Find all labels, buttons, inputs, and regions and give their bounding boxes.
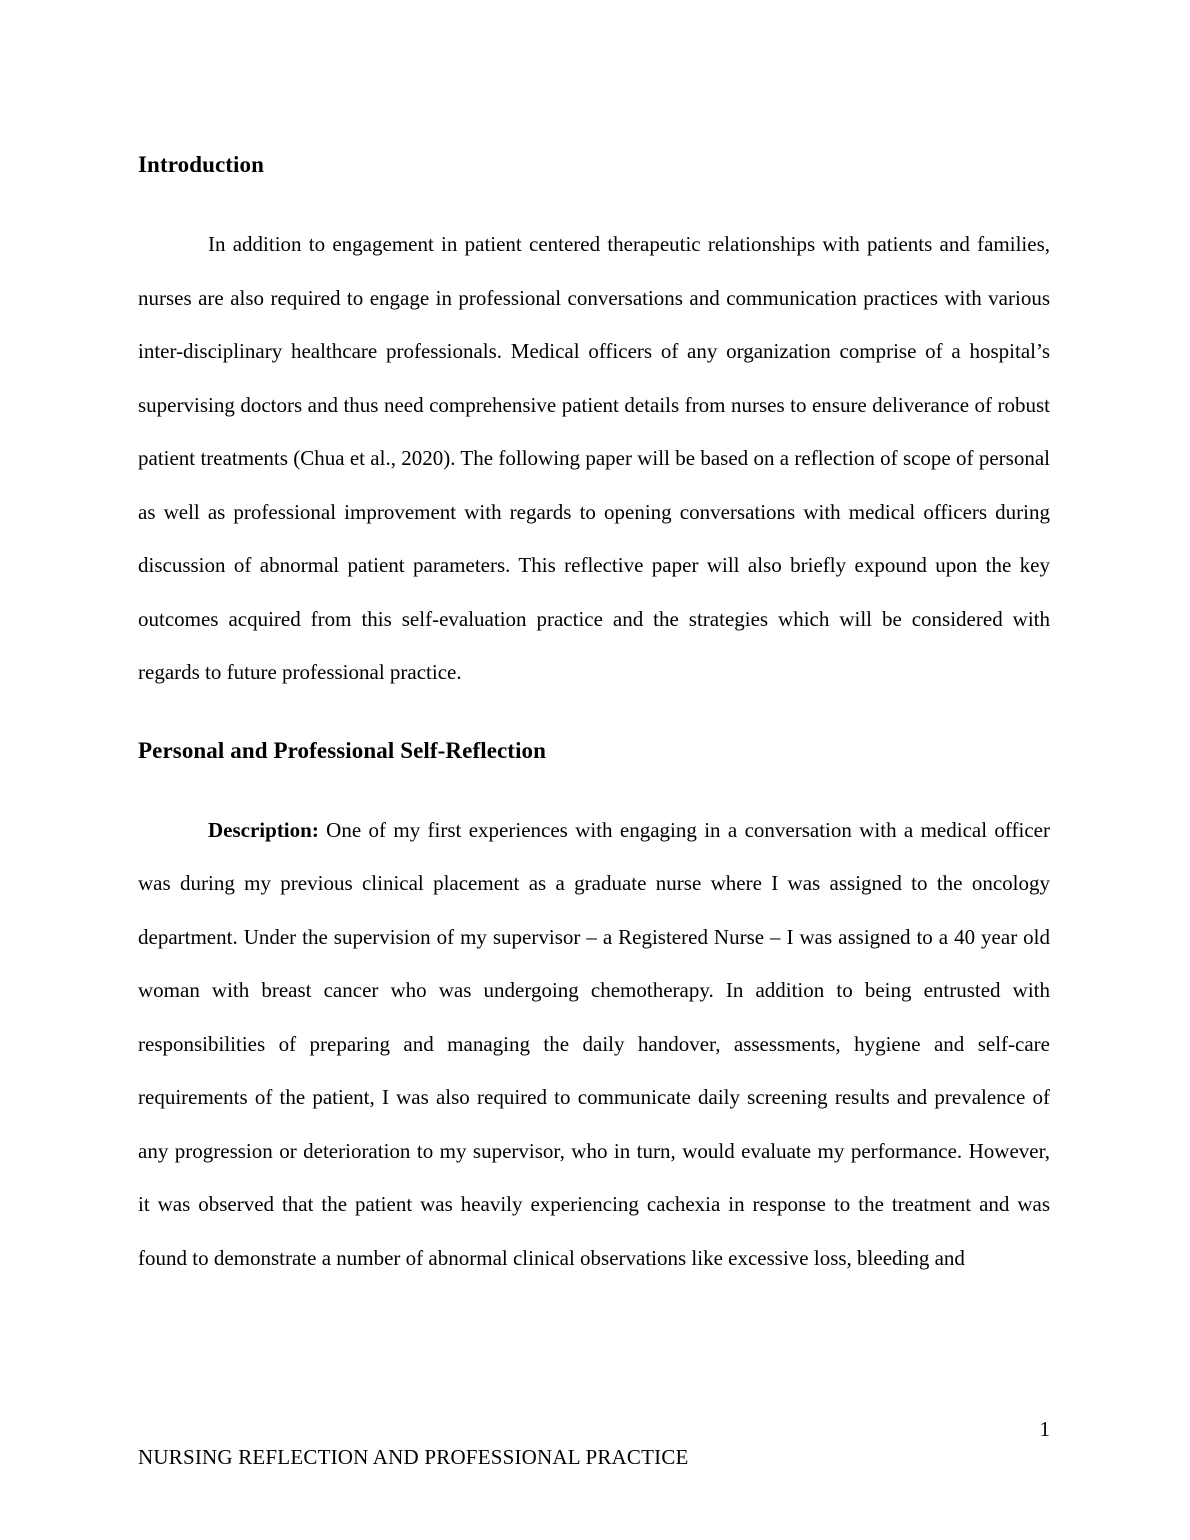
paragraph-description-body <box>138 804 1050 1286</box>
description-text: One of my first experiences with engaging in a conversation with a medical officer was during my previous clinical placement as a graduate nurse where I was assigned to the oncology department. Under the supervision of my supervisor – a Registered Nurse – I was assigned to a 40 year old woman with breast cancer who was undergoing chemotherapy. In addition to being entrusted with responsibilities of preparing and managing the daily handover, assessments, hygiene and self-care requirements of the patient, I was also required to communicate daily screening results and prevalence of any progression or deterioration to my supervisor, who in turn, would evaluate my performance. However, it was observed that the patient was heavily experiencing cachexia in response to the treatment and was found to demonstrate a number of abnormal clinical observations like excessive loss, bleeding and <box>138 817 1050 1270</box>
section-heading-personal-professional-self-reflection: Personal and Professional Self-Reflection <box>138 737 547 763</box>
running-head: NURSING REFLECTION AND PROFESSIONAL PRACTICE <box>138 1445 689 1469</box>
section-heading-introduction: Introduction <box>138 152 265 177</box>
description-label: Description: <box>208 817 319 842</box>
page-footer <box>138 1400 1050 1540</box>
page-content <box>138 150 1050 1285</box>
heading-spacer <box>138 766 1050 804</box>
paragraph-introduction-body: In addition to engagement in patient centered therapeutic relationships with patients and families, nurses are also required to engage in professional conversations and communication practices with various inter-disciplinary healthcare professionals. Medical officers of any organization comprise of a hospital’s supervising doctors and thus need comprehensive patient details from nurses to ensure deliverance of robust patient treatments (Chua et al., 2020). The following paper will be based on a reflection of scope of personal as well as professional improvement with regards to opening conversations with medical officers during discussion of abnormal patient parameters. This reflective paper will also briefly expound upon the key outcomes acquired from this self-evaluation practice and the strategies which will be considered with regards to future professional practice. <box>138 232 1050 684</box>
heading-spacer <box>138 180 1050 218</box>
section-spacer <box>138 700 1050 736</box>
page-number: 1 <box>1039 1417 1050 1441</box>
